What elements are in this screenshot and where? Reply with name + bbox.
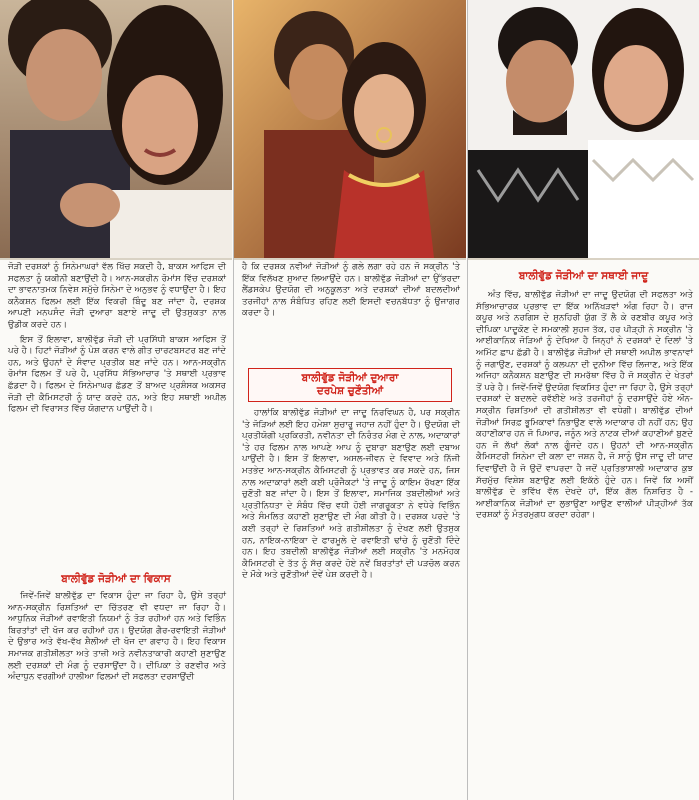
col2-heading-line-2: ਦਰਪੇਸ਼ ਚੁਣੌਤੀਆਂ: [316, 385, 384, 397]
col1-body-top: [8, 262, 226, 419]
col1-paragraph-1: ਜੋੜੀ ਦਰਸ਼ਕਾਂ ਨੂੰ ਸਿਨੇਮਾਘਰਾਂ ਵੱਲ ਖਿੱਚ ਸਕਦੀ ਹੈ, ਬਾਕਸ ਆਫਿਸ ਦੀ ਸਫਲਤਾ ਨੂੰ ਯਕੀਨੀ ਬਣਾਉਂਦੀ ਹੈ। ਆਨ-ਸਕਰੀਨ ਰੋਮਾਂਸ ਵਿੱਚ ਦਰਸ਼ਕਾਂ ਦਾ ਭਾਵਨਾਤਮਕ ਨਿਵੇਸ਼ ਸਮੁੱਚੇ ਸਿਨੇਮਾ ਦੇ ਅਨੁਭਵ ਨੂੰ ਵਧਾਉਂਦਾ ਹੈ। ਇਹ ਕਨੈਕਸ਼ਨ ਫਿਲਮ ਲਈ ਇੱਕ ਵਿਕਰੀ ਬਿੰਦੂ ਬਣ ਜਾਂਦਾ ਹੈ, ਦਰਸ਼ਕ ਆਪਣੀ ਮਨਪਸੰਦ ਜੋੜੀ ਦੁਆਰਾ ਬਣਾਏ ਜਾਦੂ ਦੀ ਉਤਸੁਕਤਾ ਨਾਲ ਉਡੀਕ ਕਰਦੇ ਹਨ।: [8, 262, 226, 330]
photo-right: [468, 0, 699, 260]
col3-section-heading: ਬਾਲੀਵੁੱਡ ਜੋੜੀਆਂ ਦਾ ਸਥਾਈ ਜਾਦੂ: [518, 270, 649, 282]
col2-body-bottom: [242, 408, 460, 585]
col1-paragraph-2: ਇਸ ਤੋਂ ਇਲਾਵਾ, ਬਾਲੀਵੁੱਡ ਜੋੜੀ ਦੀ ਪ੍ਰਸਿੱਧੀ ਬਾਕਸ ਆਫਿਸ ਤੋਂ ਪਰੇ ਹੈ। ਹਿਟਾਂ ਜੋੜੀਆਂ ਨੂੰ ਪੇਸ਼ ਕਰਨ ਵਾਲੇ ਗੀਤ ਚਾਰਟਬਸਟਰ ਬਣ ਜਾਂਦੇ ਹਨ, ਅਤੇ ਉਹਨਾਂ ਦੇ ਸੰਵਾਦ ਪ੍ਰਤੀਕ ਬਣ ਜਾਂਦੇ ਹਨ। ਆਨ-ਸਕ੍ਰੀਨ ਰੋਮਾਂਸ ਫਿਲਮ ਤੋਂ ਪਰੇ ਹੈ, ਪ੍ਰਸਿੱਧ ਸੱਭਿਆਚਾਰ 'ਤੇ ਸਥਾਈ ਪ੍ਰਭਾਵ ਛੱਡਦਾ ਹੈ। ਫਿਲਮ ਦੇ ਸਿਨੇਮਾਘਰ ਛੱਡਣ ਤੋਂ ਬਾਅਦ ਪ੍ਰਸ਼ੰਸਕ ਅਕਸਰ ਜੋੜੀ ਦੀ ਕੈਮਿਸਟਰੀ ਨੂੰ ਯਾਦ ਕਰਦੇ ਹਨ, ਅਤੇ ਇਹ ਸਥਾਈ ਅਪੀਲ ਫਿਲਮ ਦੀ ਵਿਰਾਸਤ ਵਿੱਚ ਯੋਗਦਾਨ ਪਾਉਂਦੀ ਹੈ।: [8, 334, 226, 415]
col2-paragraph-1: ਹੈ ਕਿ ਦਰਸ਼ਕ ਨਵੀਆਂ ਜੋੜੀਆਂ ਨੂੰ ਗਲੇ ਲਗਾ ਰਹੇ ਹਨ ਜੋ ਸਕ੍ਰੀਨ 'ਤੇ ਇੱਕ ਵਿਲੱਖਣ ਸੁਆਦ ਲਿਆਉਂਦੇ ਹਨ। ਬਾਲੀਵੁੱਡ ਜੋੜੀਆਂ ਦਾ ਉੱਭਰਦਾ ਲੈਂਡਸਕੇਪ ਉਦਯੋਗ ਦੀ ਅਨੁਕੂਲਤਾ ਅਤੇ ਦਰਸ਼ਕਾਂ ਦੀਆਂ ਬਦਲਦੀਆਂ ਤਰਜੀਹਾਂ ਨਾਲ ਸੰਬੰਧਿਤ ਰਹਿਣ ਲਈ ਇਸਦੀ ਵਚਨਬੱਧਤਾ ਨੂੰ ਉਜਾਗਰ ਕਰਦਾ ਹੈ।: [242, 262, 460, 319]
col2-heading-line-1: ਬਾਲੀਵੁੱਡ ਜੋੜੀਆਂ ਦੁਆਰਾ: [301, 372, 399, 384]
couple-photo-icon: [0, 0, 232, 258]
column-left: [0, 0, 232, 800]
photo-middle: [234, 0, 466, 260]
celebrity-couple-photo-icon: [468, 0, 699, 258]
col2-paragraph-2: ਹਾਲਾਂਕਿ ਬਾਲੀਵੁੱਡ ਜੋੜੀਆਂ ਦਾ ਜਾਦੂ ਨਿਰਵਿਘਨ ਹੈ, ਪਰ ਸਕ੍ਰੀਨ 'ਤੇ ਜੋੜਿਆਂ ਲਈ ਇਹ ਹਮੇਸ਼ਾ ਸੁਚਾਰੂ ਜਹਾਜ਼ ਨਹੀਂ ਹੁੰਦਾ ਹੈ। ਉਦਯੋਗ ਦੀ ਪ੍ਰਤੀਯੋਗੀ ਪ੍ਰਕਿਰਤੀ, ਨਵੀਨਤਾ ਦੀ ਨਿਰੰਤਰ ਮੰਗ ਦੇ ਨਾਲ, ਅਦਾਕਾਰਾਂ 'ਤੇ ਹਰ ਫਿਲਮ ਨਾਲ ਆਪਣੇ ਆਪ ਨੂੰ ਦੁਬਾਰਾ ਬਣਾਉਣ ਲਈ ਦਬਾਅ ਪਾਉਂਦੀ ਹੈ। ਇਸ ਤੋਂ ਇਲਾਵਾ, ਅਸਲ-ਜੀਵਨ ਦੇ ਵਿਵਾਦ ਅਤੇ ਨਿੱਜੀ ਮਤਭੇਦ ਆਨ-ਸਕ੍ਰੀਨ ਕੈਮਿਸਟਰੀ ਨੂੰ ਪ੍ਰਭਾਵਤ ਕਰ ਸਕਦੇ ਹਨ, ਜਿਸ ਨਾਲ ਅਦਾਕਾਰਾਂ ਲਈ ਕਈ ਪ੍ਰੋਜੈਕਟਾਂ 'ਤੇ ਜਾਦੂ ਨੂੰ ਕਾਇਮ ਰੱਖਣਾ ਇੱਕ ਚੁਣੌਤੀ ਬਣ ਜਾਂਦਾ ਹੈ। ਇਸ ਤੋਂ ਇਲਾਵਾ, ਸਮਾਜਿਕ ਤਬਦੀਲੀਆਂ ਅਤੇ ਪ੍ਰਤੀਨਿਧਤਾ ਦੇ ਸੰਬੰਧ ਵਿੱਚ ਵਧੀ ਹੋਈ ਜਾਗਰੂਕਤਾ ਨੇ ਵਧੇਰੇ ਵਿਭਿੰਨ ਅਤੇ ਸੰਮਲਿਤ ਕਹਾਣੀ ਸੁਣਾਉਣ ਦੀ ਮੰਗ ਕੀਤੀ ਹੈ। ਦਰਸ਼ਕ ਪਰਦੇ 'ਤੇ ਕਈ ਤਰ੍ਹਾਂ ਦੇ ਰਿਸ਼ਤਿਆਂ ਅਤੇ ਗਤੀਸ਼ੀਲਤਾ ਨੂੰ ਦੇਖਣ ਲਈ ਉਤਸੁਕ ਹਨ, ਨਾਇਕ-ਨਾਇਕਾ ਦੇ ਫਾਰਮੂਲੇ ਦੇ ਰਵਾਇਤੀ ਢਾਂਚੇ ਨੂੰ ਚੁਣੌਤੀ ਦਿੰਦੇ ਹਨ। ਇਹ ਤਬਦੀਲੀ ਬਾਲੀਵੁੱਡ ਜੋੜੀਆਂ ਲਈ ਸਕ੍ਰੀਨ 'ਤੇ ਮਨਮੋਹਕ ਕੈਮਿਸਟਰੀ ਦੇ ਤੱਤ ਨੂੰ ਸੱਚ ਕਰਦੇ ਹੋਏ ਨਵੇਂ ਬਿਰਤਾਂਤਾਂ ਦੀ ਪੜਚੋਲ ਕਰਨ ਦੇ ਮੌਕੇ ਅਤੇ ਚੁਣੌਤੀਆਂ ਦੋਵੇਂ ਪੇਸ਼ ਕਰਦੀ ਹੈ।: [242, 408, 460, 581]
column-right: [468, 0, 699, 800]
col2-section-heading: [248, 368, 452, 402]
col1-body-bottom: [8, 591, 226, 687]
column-middle: [234, 0, 466, 800]
col1-paragraph-3: ਜਿਵੇਂ-ਜਿਵੇਂ ਬਾਲੀਵੁੱਡ ਦਾ ਵਿਕਾਸ ਹੁੰਦਾ ਜਾ ਰਿਹਾ ਹੈ, ਉਸੇ ਤਰ੍ਹਾਂ ਆਨ-ਸਕ੍ਰੀਨ ਰਿਸ਼ਤਿਆਂ ਦਾ ਚਿੱਤਰਣ ਵੀ ਵਧਦਾ ਜਾ ਰਿਹਾ ਹੈ। ਆਧੁਨਿਕ ਜੋੜੀਆਂ ਰਵਾਇਤੀ ਨਿਯਮਾਂ ਨੂੰ ਤੋੜ ਰਹੀਆਂ ਹਨ ਅਤੇ ਵਿਭਿੰਨ ਬਿਰਤਾਂਤਾਂ ਦੀ ਖੋਜ ਕਰ ਰਹੀਆਂ ਹਨ। ਉਦਯੋਗ ਗੈਰ-ਰਵਾਇਤੀ ਜੋੜੀਆਂ ਦੇ ਉਭਾਰ ਅਤੇ ਵੱਖ-ਵੱਖ ਸ਼ੈਲੀਆਂ ਦੀ ਖੋਜ ਦਾ ਗਵਾਹ ਹੈ। ਇਹ ਵਿਕਾਸ ਸਮਾਜਕ ਗਤੀਸ਼ੀਲਤਾ ਅਤੇ ਤਾਜ਼ੀ ਅਤੇ ਨਵੀਨਤਾਕਾਰੀ ਕਹਾਣੀ ਸੁਣਾਉਣ ਲਈ ਦਰਸ਼ਕਾਂ ਦੀ ਮੰਗ ਨੂੰ ਦਰਸਾਉਂਦਾ ਹੈ। ਦੀਪਿਕਾ ਤੇ ਰਣਵੀਰ ਅਤੇ ਅੰਦਾਧੁਨ ਵਰਗੀਆਂ ਹਾਲੀਆ ਫਿਲਮਾਂ ਦੀ ਸਫਲਤਾ ਦਰਸਾਉਂਦੀ: [8, 591, 226, 683]
col3-body: [476, 290, 693, 525]
col3-paragraph-1: ਅੰਤ ਵਿੱਚ, ਬਾਲੀਵੁੱਡ ਜੋੜੀਆਂ ਦਾ ਜਾਦੂ ਉਦਯੋਗ ਦੀ ਸਫਲਤਾ ਅਤੇ ਸੱਭਿਆਚਾਰਕ ਪ੍ਰਭਾਵ ਦਾ ਇੱਕ ਅਨਿੱਖੜਵਾਂ ਅੰਗ ਰਿਹਾ ਹੈ। ਰਾਜ ਕਪੂਰ ਅਤੇ ਨਰਗਿਸ ਦੇ ਸੁਨਹਿਰੀ ਯੁੱਗ ਤੋਂ ਲੈ ਕੇ ਰਣਬੀਰ ਕਪੂਰ ਅਤੇ ਦੀਪਿਕਾ ਪਾਦੂਕੋਣ ਦੇ ਸਮਕਾਲੀ ਸੁਹਜ ਤੱਕ, ਹਰ ਪੀੜ੍ਹੀ ਨੇ ਸਕ੍ਰੀਨ 'ਤੇ ਆਈਕਾਨਿਕ ਜੋੜਿਆਂ ਨੂੰ ਦੇਖਿਆ ਹੈ ਜਿਨ੍ਹਾਂ ਨੇ ਦਰਸ਼ਕਾਂ ਦੇ ਦਿਲਾਂ 'ਤੇ ਅਮਿੱਟ ਛਾਪ ਛੱਡੀ ਹੈ। ਬਾਲੀਵੁੱਡ ਜੋੜੀਆਂ ਦੀ ਸਥਾਈ ਅਪੀਲ ਭਾਵਨਾਵਾਂ ਨੂੰ ਜਗਾਉਣ, ਦਰਸ਼ਕਾਂ ਨੂੰ ਕਲਪਨਾ ਦੀ ਦੁਨੀਆ ਵਿੱਚ ਲਿਜਾਣ, ਅਤੇ ਇੱਕ ਅਜਿਹਾ ਕਨੈਕਸ਼ਨ ਬਣਾਉਣ ਦੀ ਸਮਰੱਥਾ ਵਿੱਚ ਹੈ ਜੋ ਸਕ੍ਰੀਨ ਦੇ ਖੇਤਰਾਂ ਤੋਂ ਪਰੇ ਹੈ। ਜਿਵੇਂ-ਜਿਵੇਂ ਉਦਯੋਗ ਵਿਕਸਿਤ ਹੁੰਦਾ ਜਾ ਰਿਹਾ ਹੈ, ਉਸੇ ਤਰ੍ਹਾਂ ਦਰਸ਼ਕਾਂ ਦੇ ਬਦਲਦੇ ਰਵੱਈਏ ਅਤੇ ਤਰਜੀਹਾਂ ਨੂੰ ਦਰਸਾਉਂਦੇ ਹੋਏ ਔਨ-ਸਕ੍ਰੀਨ ਰਿਸ਼ਤਿਆਂ ਦੀ ਗਤੀਸ਼ੀਲਤਾ ਵੀ ਵਧੇਗੀ। ਬਾਲੀਵੁੱਡ ਦੀਆਂ ਜੋੜੀਆਂ ਸਿਰਫ਼ ਭੂਮਿਕਾਵਾਂ ਨਿਭਾਉਣ ਵਾਲੇ ਅਦਾਕਾਰ ਹੀ ਨਹੀਂ ਹਨ; ਉਹ ਕਹਾਣੀਕਾਰ ਹਨ ਜੋ ਪਿਆਰ, ਜਨੂੰਨ ਅਤੇ ਨਾਟਕ ਦੀਆਂ ਕਹਾਣੀਆਂ ਬੁਣਦੇ ਹਨ ਜੋ ਲੱਖਾਂ ਲੋਕਾਂ ਨਾਲ ਗੂੰਜਦੇ ਹਨ। ਉਹਨਾਂ ਦੀ ਆਨ-ਸਕ੍ਰੀਨ ਕੈਮਿਸਟਰੀ ਸਿਨੇਮਾ ਦੀ ਕਲਾ ਦਾ ਜਸ਼ਨ ਹੈ, ਜੋ ਸਾਨੂੰ ਉਸ ਜਾਦੂ ਦੀ ਯਾਦ ਦਿਵਾਉਂਦੀ ਹੈ ਜੋ ਉਦੋਂ ਵਾਪਰਦਾ ਹੈ ਜਦੋਂ ਪ੍ਰਤਿਭਾਸ਼ਾਲੀ ਅਦਾਕਾਰ ਕੁਝ ਸੱਚਮੁੱਚ ਵਿਸ਼ੇਸ਼ ਬਣਾਉਣ ਲਈ ਇਕੱਠੇ ਹੁੰਦੇ ਹਨ। ਜਿਵੇਂ ਕਿ ਅਸੀਂ ਬਾਲੀਵੁੱਡ ਦੇ ਭਵਿੱਖ ਵੱਲ ਦੇਖਦੇ ਹਾਂ, ਇੱਕ ਗੱਲ ਨਿਸ਼ਚਿਤ ਹੈ - ਆਈਕਾਨਿਕ ਜੋੜੀਆਂ ਦਾ ਲੁਭਾਉਣਾ ਆਉਣ ਵਾਲੀਆਂ ਪੀੜ੍ਹੀਆਂ ਤੱਕ ਦਰਸ਼ਕਾਂ ਨੂੰ ਮੰਤਰਮੁਗਧ ਕਰਦਾ ਰਹੇਗਾ।: [476, 290, 693, 521]
col1-section-heading: ਬਾਲੀਵੁੱਡ ਜੋੜੀਆਂ ਦਾ ਵਿਕਾਸ: [61, 573, 171, 585]
period-drama-couple-photo-icon: [234, 0, 466, 258]
col2-body-top: [242, 262, 460, 323]
photo-left: [0, 0, 232, 260]
